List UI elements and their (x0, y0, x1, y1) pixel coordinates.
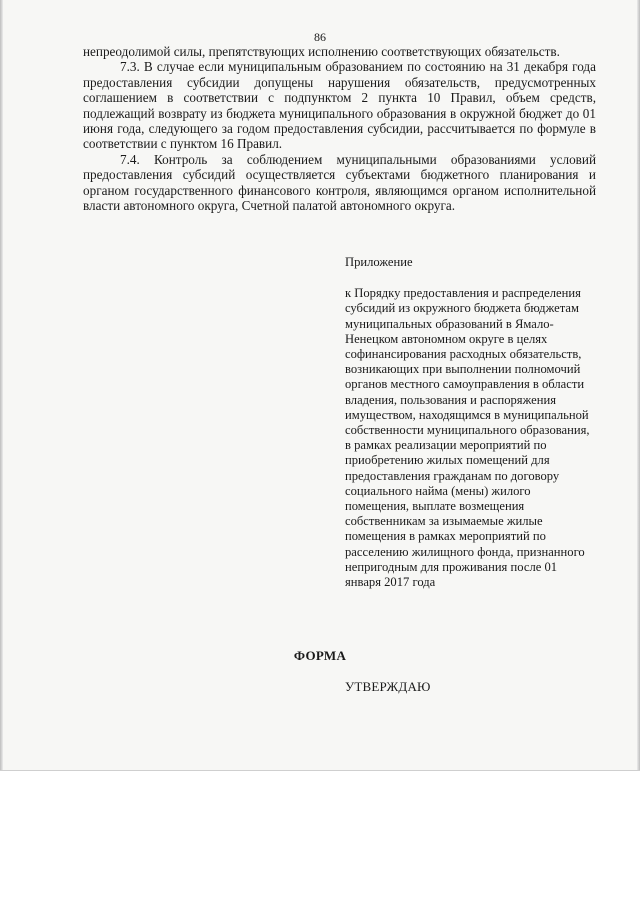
approve-label: УТВЕРЖДАЮ (345, 679, 431, 694)
appendix-block (345, 255, 595, 590)
appendix-text: к Порядку предоставления и распределения субсидий из окружного бюджета бюджетам муниципальных образований в Ямало-Ненецком автономном округе в целях софинансирования расходных обязательств, возникающих при выполнении полномочий органов местного самоуправления в области владения, пользования и распоряжения имуществом, находящимся в муниципальной собственности муниципального образования, в рамках реализации мероприятий по приобретению жилых помещений для предоставления гражданам по договору социального найма (мены) жилого помещения, выплате возмещения собственникам за изымаемые жилые помещения в рамках мероприятий по расселению жилищного фонда, признанного непригодным для проживания после 01 января 2017 года (345, 286, 590, 590)
paragraph-7-4: 7.4. Контроль за соблюдением муниципальными образованиями условий предоставления субсидий осуществляется субъектами бюджетного планирования и органом государственного финансового контроля, являющимся органом исполнительной власти автономного округа, Счетной палатой автономного округа. (83, 151, 596, 214)
body-text (83, 44, 596, 213)
form-title: ФОРМА (293, 648, 347, 663)
paragraph-7-3: 7.3. В случае если муниципальным образованием по состоянию на 31 декабря года предоставления субсидии допущены нарушения обязательств, предусмотренных соглашением в соответствии с подпунктом 2 пункта 10 Правил, объем средств, подлежащий возврату из бюджета муниципального образования в окружной бюджет до 01 июня года, следующего за годом предоставления субсидии, рассчитывается по формуле в соответствии с пунктом 16 Правил. (83, 59, 596, 152)
page-number: 86 (314, 30, 326, 44)
appendix-title: Приложение (345, 255, 413, 269)
paragraph-continuation: непреодолимой силы, препятствующих исполнению соответствующих обязательств. (83, 44, 560, 59)
